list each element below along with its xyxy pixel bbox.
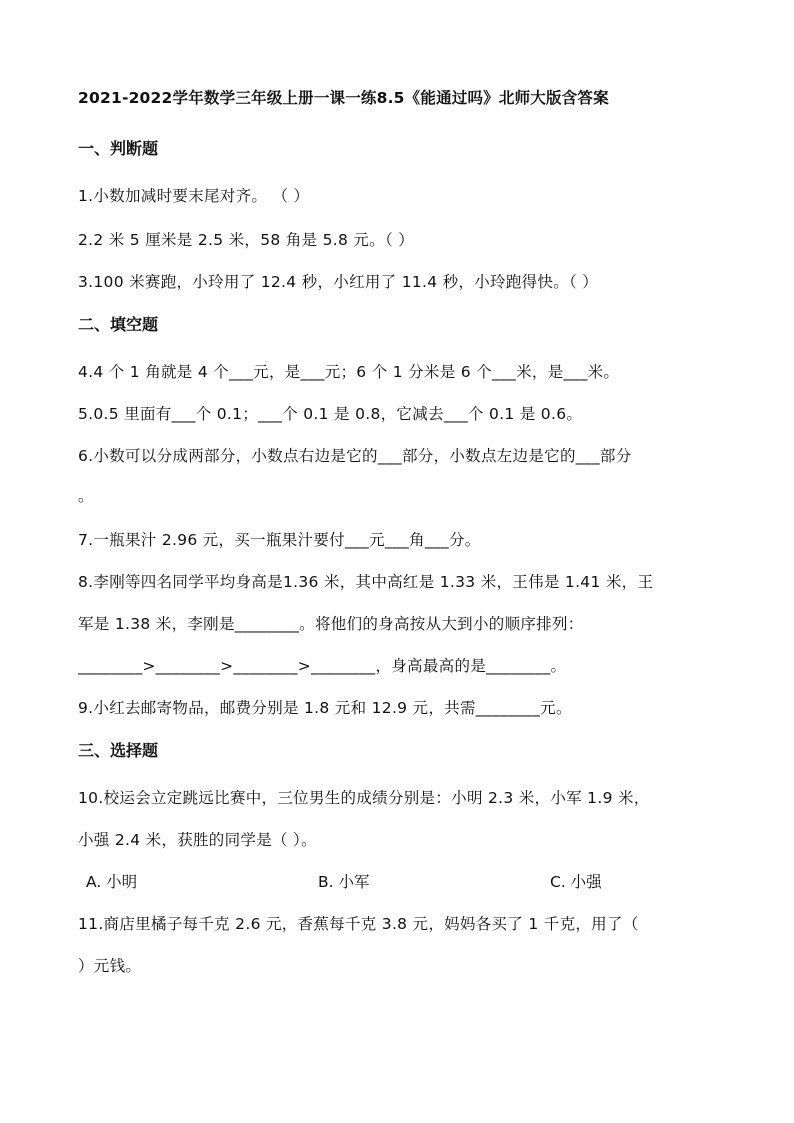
question-8-line-2: 军是 1.38 米，李刚是________。将他们的身高按从大到小的顺序排列： xyxy=(78,615,584,633)
question-11-line-1: 11.商店里橘子每千克 2.6 元，香蕉每千克 3.8 元，妈妈各买了 1 千克，用了（ xyxy=(78,915,639,933)
question-10-line-1: 10.校运会立定跳远比赛中，三位男生的成绩分别是：小明 2.3 米，小军 1.9 米， xyxy=(78,789,650,807)
question-6-line-2: 。 xyxy=(78,487,94,505)
section-multiple-choice: 三、选择题 xyxy=(78,741,159,760)
question-6-line-1: 6.小数可以分成两部分，小数点右边是它的___部分，小数点左边是它的___部分 xyxy=(78,447,632,465)
question-5: 5.0.5 里面有___个 0.1；___个 0.1 是 0.8，它减去___个 0.1 是 0.6。 xyxy=(78,405,583,423)
question-9: 9.小红去邮寄物品，邮费分别是 1.8 元和 12.9 元，共需________元。 xyxy=(78,699,572,717)
question-2: 2.2 米 5 厘米是 2.5 米，58 角是 5.8 元。（ ） xyxy=(78,231,415,249)
question-8-line-3: ________>________>________>________，身高最高的是________。 xyxy=(78,657,567,675)
question-3: 3.100 米赛跑，小玲用了 12.4 秒，小红用了 11.4 秒，小玲跑得快。（ ） xyxy=(78,273,599,291)
question-10-option-a: A. 小明 xyxy=(86,873,138,891)
question-1: 1.小数加减时要末尾对齐。 （ ） xyxy=(78,187,310,205)
question-11-line-2: ）元钱。 xyxy=(78,957,142,975)
question-4: 4.4 个 1 角就是 4 个___元，是___元；6 个 1 分米是 6 个___米，是___米。 xyxy=(78,363,620,381)
section-fill-blank: 二、填空题 xyxy=(78,315,159,334)
question-10-option-b: B. 小军 xyxy=(318,873,370,891)
question-8-line-1: 8.李刚等四名同学平均身高是1.36 米，其中高红是 1.33 米，王伟是 1.41 米，王 xyxy=(78,573,654,591)
question-7: 7.一瓶果汁 2.96 元，买一瓶果汁要付___元___角___分。 xyxy=(78,531,481,549)
document-title: 2021-2022学年数学三年级上册一课一练8.5《能通过吗》北师大版含答案 xyxy=(78,89,609,107)
question-10-option-c: C. 小强 xyxy=(550,873,602,891)
question-10-line-2: 小强 2.4 米，获胜的同学是（ ）。 xyxy=(78,831,317,849)
section-true-false: 一、判断题 xyxy=(78,139,159,158)
